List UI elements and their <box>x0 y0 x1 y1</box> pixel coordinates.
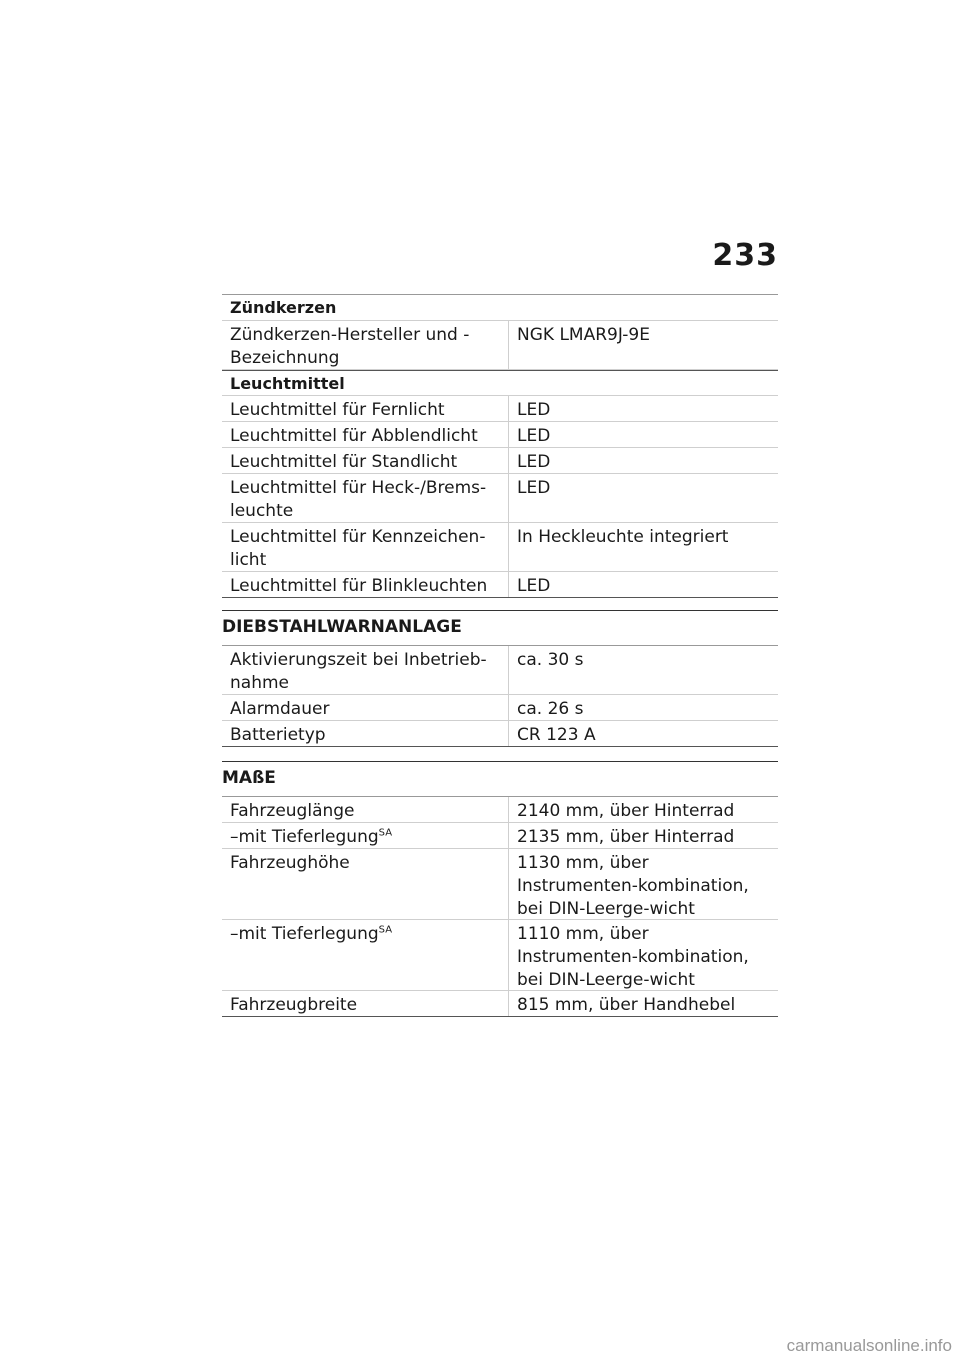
row-value: LED <box>508 448 778 473</box>
row-label <box>222 823 508 848</box>
sa-superscript: SA <box>378 827 393 839</box>
table-row <box>222 321 778 370</box>
table-row <box>222 849 778 920</box>
page-number: 233 <box>712 238 778 273</box>
row-label: Fahrzeugbreite <box>230 995 358 1015</box>
table-row <box>222 721 778 747</box>
table-row <box>222 448 778 474</box>
watermark-footer: carmanualsonline.info <box>786 1336 952 1355</box>
table-row <box>222 422 778 448</box>
row-label: Leuchtmittel für Blinkleuchten <box>230 576 488 596</box>
row-value: LED <box>508 422 778 447</box>
table-row <box>222 572 778 598</box>
row-label: Leuchtmittel für Kennzeichen-licht <box>230 527 486 570</box>
table-row <box>222 920 778 991</box>
spark-light-table <box>222 294 778 598</box>
table-row <box>222 823 778 849</box>
row-label: Fahrzeuglänge <box>230 801 355 821</box>
row-value: 815 mm, über Handhebel <box>508 991 778 1016</box>
row-label: Batterietyp <box>230 725 326 745</box>
row-label: Leuchtmittel für Abblendlicht <box>230 426 478 446</box>
table-heading-row <box>222 295 778 321</box>
table-row <box>222 695 778 721</box>
row-value: 2140 mm, über Hinterrad <box>508 797 778 822</box>
table-row <box>222 797 778 823</box>
row-label: Leuchtmittel für Heck-/Brems-leuchte <box>230 478 487 521</box>
row-label: Aktivierungszeit bei Inbetrieb-nahme <box>230 650 487 693</box>
row-value: LED <box>508 572 778 597</box>
table-row <box>222 646 778 695</box>
row-value: LED <box>508 474 778 522</box>
row-value: ca. 26 s <box>508 695 778 720</box>
table-row <box>222 523 778 572</box>
row-value: 1110 mm, über Instrumenten-kombination, bei DIN-Leerge-wicht <box>508 920 778 990</box>
alarm-table <box>222 645 778 747</box>
row-value: NGK LMAR9J-9E <box>508 321 778 369</box>
row-label: Leuchtmittel für Fernlicht <box>230 400 445 420</box>
row-label: Leuchtmittel für Standlicht <box>230 452 458 472</box>
heading-spark-plugs: Zündkerzen <box>230 298 337 317</box>
table-row <box>222 396 778 422</box>
row-value: In Heckleuchte integriert <box>508 523 778 571</box>
heading-lights: Leuchtmittel <box>230 374 345 393</box>
section-title-dimensions: MAßE <box>222 761 778 788</box>
row-label <box>222 920 508 990</box>
row-value: LED <box>508 396 778 421</box>
section-title-alarm: DIEBSTAHLWARNANLAGE <box>222 610 778 637</box>
row-value: CR 123 A <box>508 721 778 746</box>
table-row <box>222 991 778 1017</box>
row-label: Fahrzeughöhe <box>230 853 350 873</box>
row-label-text: –mit Tieferlegung <box>230 924 379 944</box>
dimensions-table <box>222 796 778 1017</box>
table-heading-row <box>222 370 778 396</box>
sa-superscript: SA <box>378 924 393 936</box>
row-label: Alarmdauer <box>230 699 330 719</box>
row-value: ca. 30 s <box>508 646 778 694</box>
row-value: 2135 mm, über Hinterrad <box>508 823 778 848</box>
row-value: 1130 mm, über Instrumenten-kombination, bei DIN-Leerge-wicht <box>508 849 778 919</box>
row-label: Zündkerzen-Hersteller und -Bezeichnung <box>230 325 470 368</box>
table-row <box>222 474 778 523</box>
row-label-text: –mit Tieferlegung <box>230 827 379 847</box>
